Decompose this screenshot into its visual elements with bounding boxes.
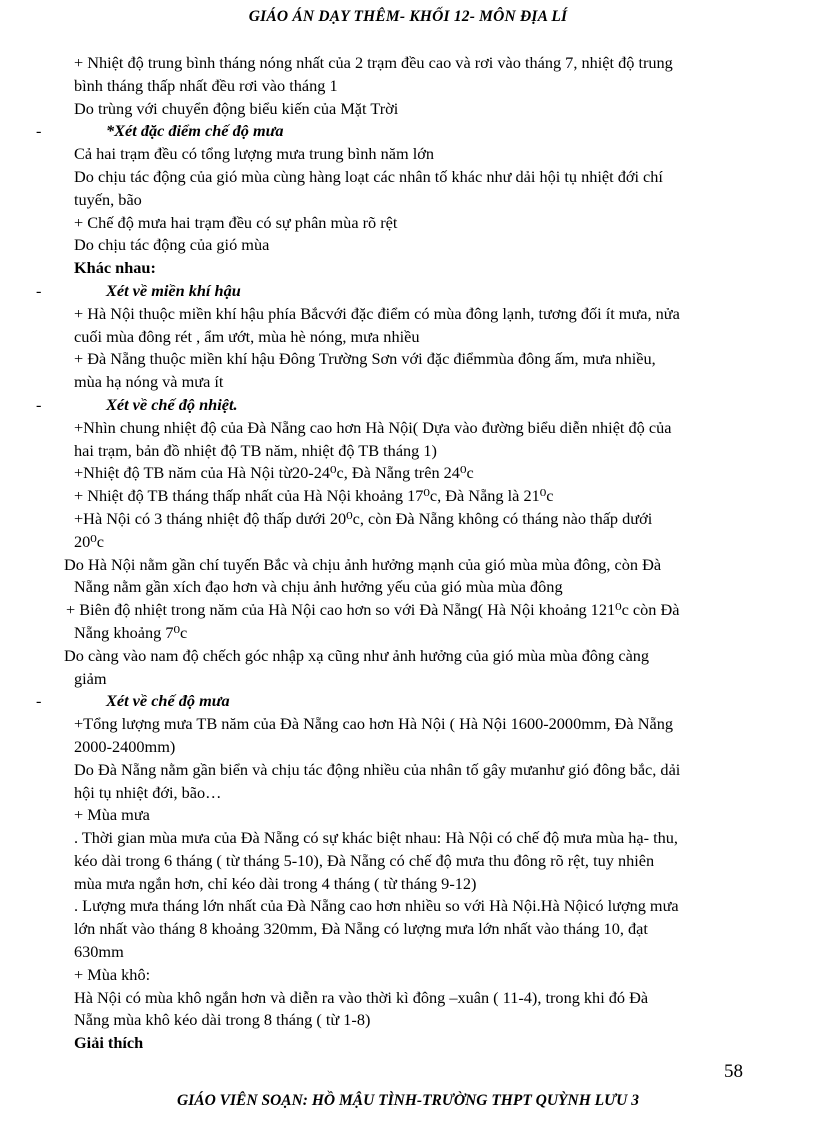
text-line: tuyến, bão — [74, 189, 142, 209]
text-line: + Nhiệt độ TB tháng thấp nhất của Hà Nội khoảng 17⁰c, Đà Nẵng là 21⁰c — [74, 486, 554, 506]
text-line: giảm — [74, 668, 107, 688]
text-line: hội tụ nhiệt đới, bão… — [74, 782, 222, 802]
page-footer: GIÁO VIÊN SOẠN: HỒ MẬU TÌNH-TRƯỜNG THPT QUỲNH LƯU 3 — [177, 1092, 639, 1109]
text-line: + Đà Nẵng thuộc miền khí hậu Đông Trường Sơn với đặc điểmmùa đông ấm, mưa nhiều, — [74, 349, 656, 369]
subheading: Khác nhau: — [74, 258, 156, 278]
page-header: GIÁO ÁN DẠY THÊM- KHỐI 12- MÔN ĐỊA LÍ — [248, 8, 568, 25]
text-line: +Hà Nội có 3 tháng nhiệt độ thấp dưới 20⁰c, còn Đà Nẵng không có tháng nào thấp dưới — [74, 508, 653, 528]
text-line: + Hà Nội thuộc miền khí hậu phía Bắcvới đặc điểm có mùa đông lạnh, tương đối ít mưa, nửa — [74, 303, 680, 323]
section-heading — [36, 280, 772, 303]
text-line: 630mm — [74, 942, 124, 962]
dash-marker: - — [36, 280, 42, 300]
text-line: +Nhìn chung nhiệt độ của Đà Nẵng cao hơn Hà Nội( Dựa vào đường biểu diễn nhiệt độ của — [74, 417, 672, 437]
text-line: Do Đà Nẵng nằm gần biển và chịu tác động nhiều của nhân tố gây mưanhư gió đông bắc, dải — [74, 759, 681, 779]
text-line: cuối mùa đông rét , ẩm ướt, mùa hè nóng, mưa nhiều — [74, 326, 420, 346]
section-heading — [36, 394, 772, 417]
page-number: 58 — [724, 1061, 743, 1082]
text-line: mùa mưa ngắn hơn, chỉ kéo dài trong 4 tháng ( từ tháng 9-12) — [74, 873, 477, 893]
text-line: Do chịu tác động của gió mùa cùng hàng loạt các nhân tố khác như dải hội tụ nhiệt đới chí — [74, 166, 663, 186]
dash-marker: - — [36, 691, 42, 711]
text-line: . Lượng mưa tháng lớn nhất của Đà Nẵng cao hơn nhiều so với Hà Nội.Hà Nộicó lượng mưa — [74, 896, 679, 916]
text-line: Nẵng mùa khô kéo dài trong 8 tháng ( từ 1-8) — [74, 1010, 371, 1030]
section-heading — [36, 120, 772, 143]
heading-text: *Xét đặc điểm chế độ mưa — [106, 121, 284, 141]
text-line: Do Hà Nội nằm gần chí tuyến Bắc và chịu ảnh hưởng mạnh của gió mùa mùa đông, còn Đà — [64, 554, 662, 574]
text-line: . Thời gian mùa mưa của Đà Nẵng có sự khác biệt nhau: Hà Nội có chế độ mưa mùa hạ- thu, — [74, 828, 678, 848]
text-line: + Nhiệt độ trung bình tháng nóng nhất của 2 trạm đều cao và rơi vào tháng 7, nhiệt độ trung — [74, 53, 673, 72]
text-line: 20⁰c — [74, 531, 105, 551]
text-line: 2000-2400mm) — [74, 736, 176, 756]
text-line: hai trạm, bản đồ nhiệt độ TB năm, nhiệt độ TB tháng 1) — [74, 440, 437, 460]
text-line: +Tổng lượng mưa TB năm của Đà Nẵng cao hơn Hà Nội ( Hà Nội 1600-2000mm, Đà Nẵng — [74, 714, 673, 734]
text-line: Nẵng nằm gần xích đạo hơn và chịu ảnh hưởng yếu của gió mùa mùa đông — [74, 577, 563, 597]
section-heading — [36, 690, 772, 713]
text-line: Do càng vào nam độ chếch góc nhập xạ cũng như ảnh hưởng của gió mùa mùa đông càng — [64, 645, 650, 665]
heading-text: Xét về chế độ mưa — [106, 691, 230, 711]
text-line: mùa hạ nóng và mưa ít — [74, 372, 224, 392]
heading-text: Xét về chế độ nhiệt. — [106, 394, 238, 414]
subheading: Giải thích — [74, 1033, 144, 1053]
text-line: Do trùng với chuyển động biểu kiến của Mặt Trời — [74, 98, 399, 118]
dash-marker: - — [36, 121, 42, 141]
text-line: + Biên độ nhiệt trong năm của Hà Nội cao hơn so với Đà Nẵng( Hà Nội khoảng 121⁰c còn Đà — [66, 600, 680, 620]
document-body — [36, 52, 772, 1055]
text-line: Nẵng khoảng 7⁰c — [74, 622, 188, 642]
text-line: Cả hai trạm đều có tổng lượng mưa trung bình năm lớn — [74, 144, 434, 164]
text-line: + Mùa khô: — [74, 964, 151, 984]
dash-marker: - — [36, 394, 42, 414]
text-line: + Mùa mưa — [74, 805, 150, 825]
text-line: +Nhiệt độ TB năm của Hà Nội từ20-24⁰c, Đà Nẵng trên 24⁰c — [74, 463, 474, 483]
heading-text: Xét về miền khí hậu — [106, 280, 241, 300]
text-line: kéo dài trong 6 tháng ( từ tháng 5-10), Đà Nẵng có chế độ mưa thu đông rõ rệt, tuy nhiên — [74, 850, 655, 870]
text-line: lớn nhất vào tháng 8 khoảng 320mm, Đà Nẵng có lượng mưa lớn nhất vào tháng 10, đạt — [74, 919, 648, 939]
text-line: bình tháng thấp nhất đều rơi vào tháng 1 — [74, 75, 338, 95]
text-line: + Chế độ mưa hai trạm đều có sự phân mùa rõ rệt — [74, 212, 398, 232]
text-line: Do chịu tác động của gió mùa — [74, 235, 270, 255]
text-line: Hà Nội có mùa khô ngắn hơn và diễn ra vào thời kì đông –xuân ( 11-4), trong khi đó Đà — [74, 987, 649, 1007]
